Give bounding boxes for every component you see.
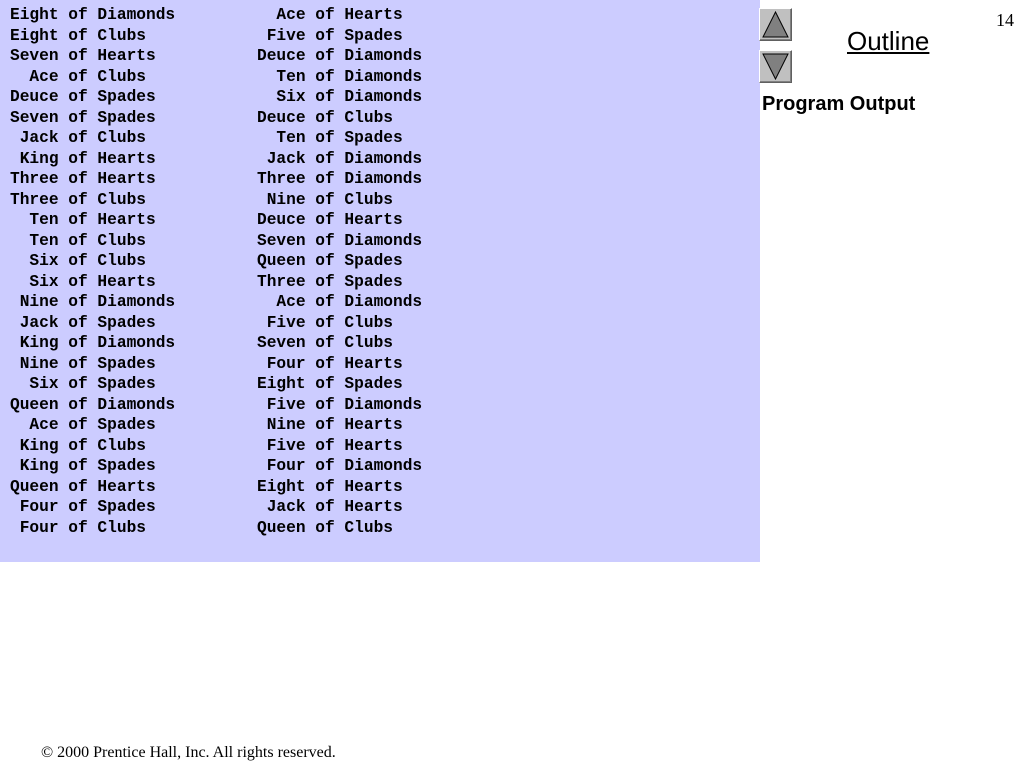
triangle-up-icon xyxy=(760,9,791,40)
card-dealt-left: Six of Spades xyxy=(10,375,156,393)
output-line xyxy=(10,231,422,252)
card-dealt-left: Queen of Hearts xyxy=(10,477,156,496)
output-line xyxy=(10,272,422,293)
card-dealt-left: Nine of Spades xyxy=(10,354,156,373)
output-line xyxy=(10,436,422,457)
card-dealt-left: Ten of Hearts xyxy=(10,211,156,229)
output-line xyxy=(10,210,422,231)
output-line xyxy=(10,477,422,498)
card-dealt-right: Ace of Hearts xyxy=(257,6,403,24)
output-line xyxy=(10,46,422,67)
output-line xyxy=(10,333,422,354)
card-dealt-right: Nine of Hearts xyxy=(257,416,403,434)
card-dealt-right: Deuce of Hearts xyxy=(257,211,403,229)
output-line xyxy=(10,190,422,211)
card-dealt-left: King of Spades xyxy=(10,457,156,475)
output-line xyxy=(10,128,422,149)
card-dealt-right: Eight of Hearts xyxy=(257,477,403,496)
card-dealt-left: Six of Clubs xyxy=(10,252,146,270)
card-dealt-right: Queen of Spades xyxy=(257,252,403,270)
card-dealt-right: Queen of Clubs xyxy=(257,518,393,537)
card-dealt-right: Nine of Clubs xyxy=(257,190,393,209)
card-dealt-left: Queen of Diamonds xyxy=(10,395,176,414)
output-line xyxy=(10,456,422,477)
card-dealt-right: Three of Diamonds xyxy=(257,170,423,188)
output-line xyxy=(10,395,422,416)
outline-link[interactable]: Outline xyxy=(847,26,930,56)
output-line xyxy=(10,374,422,395)
card-dealt-right: Three of Spades xyxy=(257,272,403,291)
card-dealt-right: Ace of Diamonds xyxy=(257,293,423,311)
output-line xyxy=(10,169,422,190)
card-dealt-right: Six of Diamonds xyxy=(257,88,423,106)
card-dealt-right: Five of Hearts xyxy=(257,436,403,455)
section-label: Program Output xyxy=(762,93,916,115)
card-dealt-right: Deuce of Clubs xyxy=(257,108,393,127)
card-dealt-right: Four of Hearts xyxy=(257,354,403,373)
card-dealt-left: King of Diamonds xyxy=(10,334,176,352)
card-dealt-right: Ten of Spades xyxy=(257,129,403,147)
card-dealt-left: King of Clubs xyxy=(10,436,146,455)
card-dealt-left: Jack of Clubs xyxy=(10,129,146,147)
card-dealt-left: Eight of Clubs xyxy=(10,26,146,45)
next-slide-button[interactable] xyxy=(759,50,792,83)
card-dealt-right: Five of Spades xyxy=(257,26,403,45)
triangle-down-icon xyxy=(760,51,791,82)
output-line xyxy=(10,415,422,436)
card-dealt-left: Ace of Clubs xyxy=(10,67,146,86)
output-line xyxy=(10,87,422,108)
card-dealt-left: Ten of Clubs xyxy=(10,231,146,250)
card-dealt-left: Seven of Hearts xyxy=(10,47,156,65)
card-dealt-right: Seven of Diamonds xyxy=(257,231,423,250)
program-output-text xyxy=(10,5,422,538)
card-dealt-left: Deuce of Spades xyxy=(10,88,156,106)
card-dealt-right: Jack of Diamonds xyxy=(257,149,423,168)
card-dealt-left: Six of Hearts xyxy=(10,272,156,291)
output-line xyxy=(10,26,422,47)
card-dealt-left: Seven of Spades xyxy=(10,108,156,127)
card-dealt-right: Five of Diamonds xyxy=(257,395,423,414)
output-line xyxy=(10,108,422,129)
card-dealt-left: Four of Clubs xyxy=(10,518,146,537)
output-line xyxy=(10,251,422,272)
card-dealt-left: Three of Clubs xyxy=(10,190,146,209)
card-dealt-left: King of Hearts xyxy=(10,149,156,168)
card-dealt-left: Ace of Spades xyxy=(10,416,156,434)
card-dealt-left: Jack of Spades xyxy=(10,313,156,332)
card-dealt-left: Four of Spades xyxy=(10,498,156,516)
output-line xyxy=(10,354,422,375)
card-dealt-left: Eight of Diamonds xyxy=(10,6,176,24)
card-dealt-left: Nine of Diamonds xyxy=(10,293,176,311)
output-line xyxy=(10,313,422,334)
card-dealt-right: Ten of Diamonds xyxy=(257,67,423,86)
copyright-notice: © 2000 Prentice Hall, Inc. All rights reserved. xyxy=(41,744,336,761)
page-number: 14 xyxy=(996,10,1014,30)
card-dealt-right: Deuce of Diamonds xyxy=(257,47,423,65)
card-dealt-right: Five of Clubs xyxy=(257,313,393,332)
output-line xyxy=(10,292,422,313)
output-line xyxy=(10,67,422,88)
card-dealt-left: Three of Hearts xyxy=(10,170,156,188)
card-dealt-right: Jack of Hearts xyxy=(257,498,403,516)
output-line xyxy=(10,497,422,518)
output-line xyxy=(10,149,422,170)
card-dealt-right: Four of Diamonds xyxy=(257,457,423,475)
output-line xyxy=(10,5,422,26)
card-dealt-right: Seven of Clubs xyxy=(257,334,393,352)
output-line xyxy=(10,518,422,539)
previous-slide-button[interactable] xyxy=(759,8,792,41)
card-dealt-right: Eight of Spades xyxy=(257,375,403,393)
